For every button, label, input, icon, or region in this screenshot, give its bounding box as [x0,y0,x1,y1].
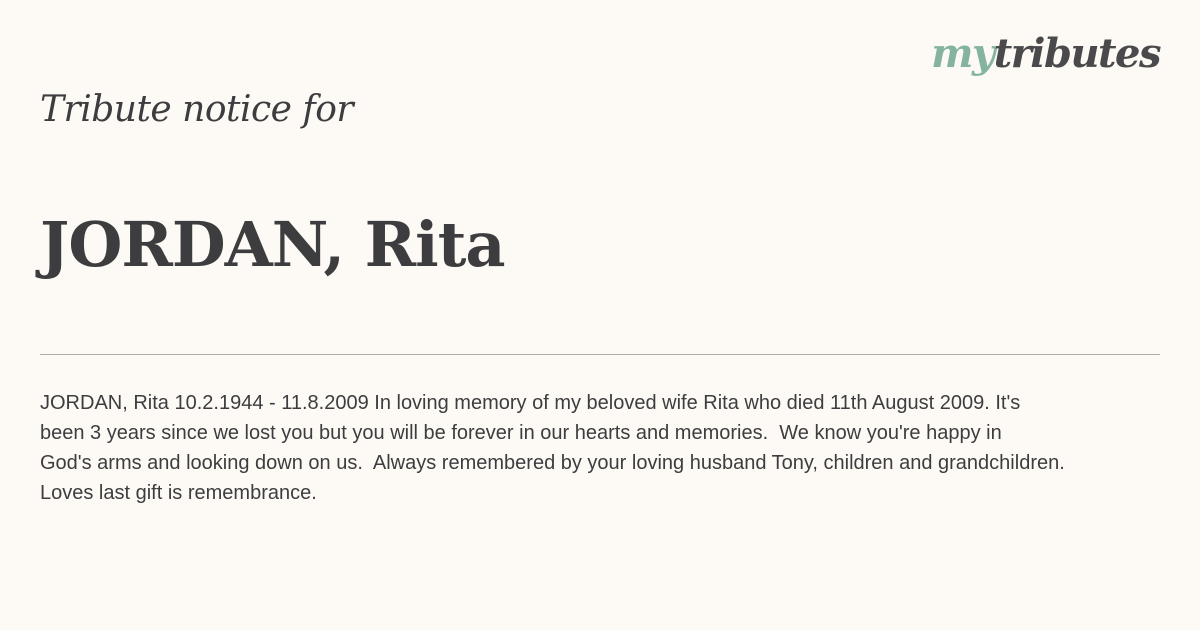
tribute-kicker: Tribute notice for [40,89,354,130]
notice-text [40,388,1190,508]
notice-line: been 3 years since we lost you but you will be forever in our hearts and memories. We know you're happy in [40,422,1002,444]
mytributes-logo[interactable] [931,30,1160,77]
notice-line: Loves last gift is remembrance. [40,482,317,504]
deceased-name: JORDAN, Rita [40,208,505,281]
divider [40,354,1160,355]
logo-tributes: tributes [993,30,1160,77]
logo-my: my [931,30,994,77]
notice-line: God's arms and looking down on us. Always remembered by your loving husband Tony, children and grandchildren. [40,452,1065,474]
notice-line: JORDAN, Rita 10.2.1944 - 11.8.2009 In loving memory of my beloved wife Rita who died 11th August 2009. It's [40,392,1021,414]
